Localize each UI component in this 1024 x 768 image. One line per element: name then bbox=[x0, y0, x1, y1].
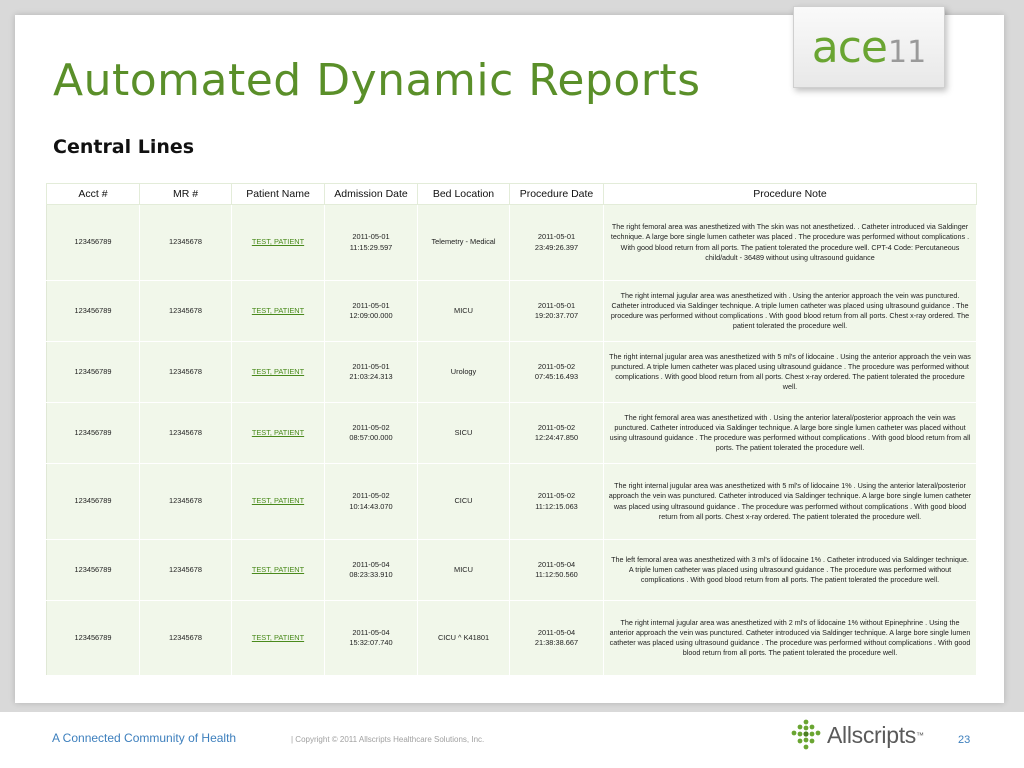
procedure-date-cell bbox=[510, 601, 604, 676]
procedure-date-cell bbox=[510, 403, 604, 464]
mr-cell: 12345678 bbox=[140, 281, 232, 342]
procedure-date-cell bbox=[510, 464, 604, 540]
page-number: 23 bbox=[958, 734, 971, 746]
report-table-wrapper bbox=[46, 183, 976, 676]
bed-location-cell: Urology bbox=[418, 342, 510, 403]
admission-date: 2011-05-04 bbox=[352, 559, 390, 569]
mr-cell: 12345678 bbox=[140, 342, 232, 403]
procedure-note-cell: The right internal jugular area was anesthetized with . Using the anterior approach the vein was punctured. Catheter introduced via Saldinger technique. A triple lumen catheter was placed using ultrasound guidance . The procedure was performed without complications . With good blood return from all ports. Chest x-ray ordered. The patient tolerated the procedure well. bbox=[604, 281, 977, 342]
procedure-date: 2011-05-02 bbox=[537, 361, 576, 371]
header-procedure-note[interactable]: Procedure Note bbox=[604, 184, 977, 205]
procedure-date-cell bbox=[510, 540, 604, 601]
header-mr[interactable]: MR # bbox=[140, 184, 232, 205]
procedure-time: 11:12:50.560 bbox=[535, 570, 578, 579]
procedure-time: 21:38:38.667 bbox=[534, 638, 579, 647]
acct-cell: 123456789 bbox=[47, 464, 140, 540]
acct-cell: 123456789 bbox=[47, 540, 140, 601]
admission-date-cell bbox=[325, 342, 418, 403]
patient-cell bbox=[232, 601, 325, 676]
procedure-date-cell bbox=[510, 342, 604, 403]
patient-name-link[interactable]: TEST, PATIENT bbox=[251, 427, 305, 437]
patient-name-link[interactable]: TEST, PATIENT bbox=[251, 366, 305, 376]
bed-location-cell: SICU bbox=[418, 403, 510, 464]
central-lines-table bbox=[46, 183, 977, 676]
admission-date-cell bbox=[325, 281, 418, 342]
patient-name-link[interactable]: TEST, PATIENT bbox=[251, 305, 305, 315]
table-row bbox=[47, 342, 977, 403]
bed-location-cell: MICU bbox=[418, 281, 510, 342]
admission-date: 2011-05-02 bbox=[352, 422, 390, 432]
section-subtitle: Central Lines bbox=[53, 136, 195, 158]
procedure-time: 11:12:15.063 bbox=[535, 501, 578, 511]
procedure-date-cell bbox=[510, 205, 604, 281]
bed-location-cell: Telemetry - Medical bbox=[418, 205, 510, 281]
table-row bbox=[47, 205, 977, 281]
table-row bbox=[47, 403, 977, 464]
ace-logo bbox=[793, 6, 945, 88]
patient-cell bbox=[232, 281, 325, 342]
admission-time: 11:15:29.597 bbox=[349, 242, 393, 252]
procedure-date-cell bbox=[510, 281, 604, 342]
admission-date-cell bbox=[325, 403, 418, 464]
mr-cell: 12345678 bbox=[140, 601, 232, 676]
procedure-time: 12:24:47.850 bbox=[534, 433, 579, 442]
admission-date-cell bbox=[325, 464, 418, 540]
table-row bbox=[47, 601, 977, 676]
procedure-date: 2011-05-04 bbox=[537, 627, 576, 637]
procedure-date: 2011-05-04 bbox=[537, 559, 576, 569]
procedure-date: 2011-05-02 bbox=[537, 491, 576, 501]
header-bed-location[interactable]: Bed Location bbox=[418, 184, 510, 205]
allscripts-wordmark: Allscripts bbox=[827, 721, 917, 748]
patient-name-link[interactable]: TEST, PATIENT bbox=[251, 564, 305, 574]
bed-location-cell: MICU bbox=[418, 540, 510, 601]
patient-cell bbox=[232, 342, 325, 403]
admission-time: 15:32:07.740 bbox=[349, 638, 393, 647]
procedure-note-cell: The right internal jugular area was anesthetized with 2 ml's of lidocaine 1% without Epinephrine . Using the anterior approach the vein was punctured. Catheter introduced via Saldinger technique. A large bore single lumen catheter was placed using ultrasound guidance . The procedure was performed without complications . With good blood return from all ports. The patient tolerated the procedure well. bbox=[604, 601, 977, 676]
table-row bbox=[47, 281, 977, 342]
mr-cell: 12345678 bbox=[140, 403, 232, 464]
header-procedure-date[interactable]: Procedure Date bbox=[510, 184, 604, 205]
admission-date: 2011-05-01 bbox=[352, 300, 390, 310]
admission-date-cell bbox=[325, 205, 418, 281]
procedure-date: 2011-05-01 bbox=[537, 300, 576, 310]
admission-date: 2011-05-01 bbox=[352, 232, 390, 242]
admission-time: 08:23:33.910 bbox=[349, 570, 393, 579]
table-row bbox=[47, 464, 977, 540]
allscripts-mark-icon bbox=[790, 719, 822, 751]
patient-name-link[interactable]: TEST, PATIENT bbox=[251, 496, 305, 506]
procedure-date: 2011-05-02 bbox=[537, 422, 576, 432]
header-admission-date[interactable]: Admission Date bbox=[325, 184, 418, 205]
procedure-time: 07:45:16.493 bbox=[534, 372, 579, 381]
patient-cell bbox=[232, 403, 325, 464]
procedure-note-cell: The right femoral area was anesthetized with The skin was not anesthetized. . Catheter introduced via Saldinger technique. A large bore single lumen catheter was placed . The procedure was performed without complications . With good blood return from all ports. The patient tolerated the procedure well. CPT-4 Code: Percutaneous child/adult - 36489 without using ultrasound guidance bbox=[604, 205, 977, 281]
acct-cell: 123456789 bbox=[47, 205, 140, 281]
trademark-symbol: ™ bbox=[916, 730, 925, 740]
patient-name-link[interactable]: TEST, PATIENT bbox=[251, 237, 305, 247]
footer-copyright: | Copyright © 2011 Allscripts Healthcare Solutions, Inc. bbox=[291, 735, 485, 744]
admission-date-cell bbox=[325, 601, 418, 676]
footer-tagline: A Connected Community of Health bbox=[52, 731, 237, 745]
admission-time: 12:09:00.000 bbox=[349, 311, 393, 320]
admission-time: 21:03:24.313 bbox=[349, 372, 393, 381]
admission-date-cell bbox=[325, 540, 418, 601]
patient-cell bbox=[232, 205, 325, 281]
procedure-time: 23:49:26.397 bbox=[534, 242, 579, 252]
acct-cell: 123456789 bbox=[47, 281, 140, 342]
page-title: Automated Dynamic Reports bbox=[53, 55, 701, 106]
admission-time: 08:57:00.000 bbox=[349, 433, 393, 442]
admission-date: 2011-05-02 bbox=[352, 491, 390, 501]
patient-cell bbox=[232, 540, 325, 601]
procedure-note-cell: The left femoral area was anesthetized with 3 ml's of lidocaine 1% . Catheter introduced via Saldinger technique. A triple lumen catheter was placed using ultrasound guidance . The procedure was performed without complications . With good blood return from all ports. The patient tolerated the procedure well. bbox=[604, 540, 977, 601]
table-row bbox=[47, 540, 977, 601]
logo-brand: ace bbox=[811, 21, 888, 73]
table-header-row bbox=[47, 184, 977, 205]
header-patient-name[interactable]: Patient Name bbox=[232, 184, 325, 205]
admission-date: 2011-05-04 bbox=[352, 627, 390, 637]
patient-cell bbox=[232, 464, 325, 540]
procedure-note-cell: The right internal jugular area was anesthetized with 5 ml's of lidocaine . Using the anterior approach the vein was punctured. A triple lumen catheter was placed using ultrasound guidance . The procedure was performed without complications . With good blood return from all ports. Chest x-ray ordered. The patient tolerated the procedure well. bbox=[604, 342, 977, 403]
mr-cell: 12345678 bbox=[140, 540, 232, 601]
allscripts-logo bbox=[790, 719, 924, 751]
acct-cell: 123456789 bbox=[47, 601, 140, 676]
acct-cell: 123456789 bbox=[47, 403, 140, 464]
bed-location-cell: CICU ^ K41801 bbox=[418, 601, 510, 676]
logo-version: 11 bbox=[888, 34, 927, 70]
header-acct[interactable]: Acct # bbox=[47, 184, 140, 205]
admission-date: 2011-05-01 bbox=[352, 361, 390, 371]
patient-name-link[interactable]: TEST, PATIENT bbox=[251, 632, 305, 642]
acct-cell: 123456789 bbox=[47, 342, 140, 403]
mr-cell: 12345678 bbox=[140, 464, 232, 540]
procedure-note-cell: The right internal jugular area was anesthetized with 5 ml's of lidocaine 1% . Using the anterior lateral/posterior approach the vein was punctured. Catheter introduced via Saldinger technique. A large bore single lumen catheter was placed using ultrasound guidance . The procedure was performed without complications . With good blood return from all ports. Chest x-ray ordered. The patient tolerated the procedure well. bbox=[604, 464, 977, 540]
procedure-date: 2011-05-01 bbox=[537, 232, 576, 242]
admission-time: 10:14:43.070 bbox=[349, 501, 393, 511]
bed-location-cell: CICU bbox=[418, 464, 510, 540]
procedure-note-cell: The right femoral area was anesthetized with . Using the anterior lateral/posterior approach the vein was punctured. Catheter introduced via Saldinger technique. A large bore single lumen catheter was placed without using ultrasound guidance . The procedure was performed without complications . With good blood return from all ports. The patient tolerated the procedure well. bbox=[604, 403, 977, 464]
procedure-time: 19:20:37.707 bbox=[534, 311, 579, 320]
mr-cell: 12345678 bbox=[140, 205, 232, 281]
